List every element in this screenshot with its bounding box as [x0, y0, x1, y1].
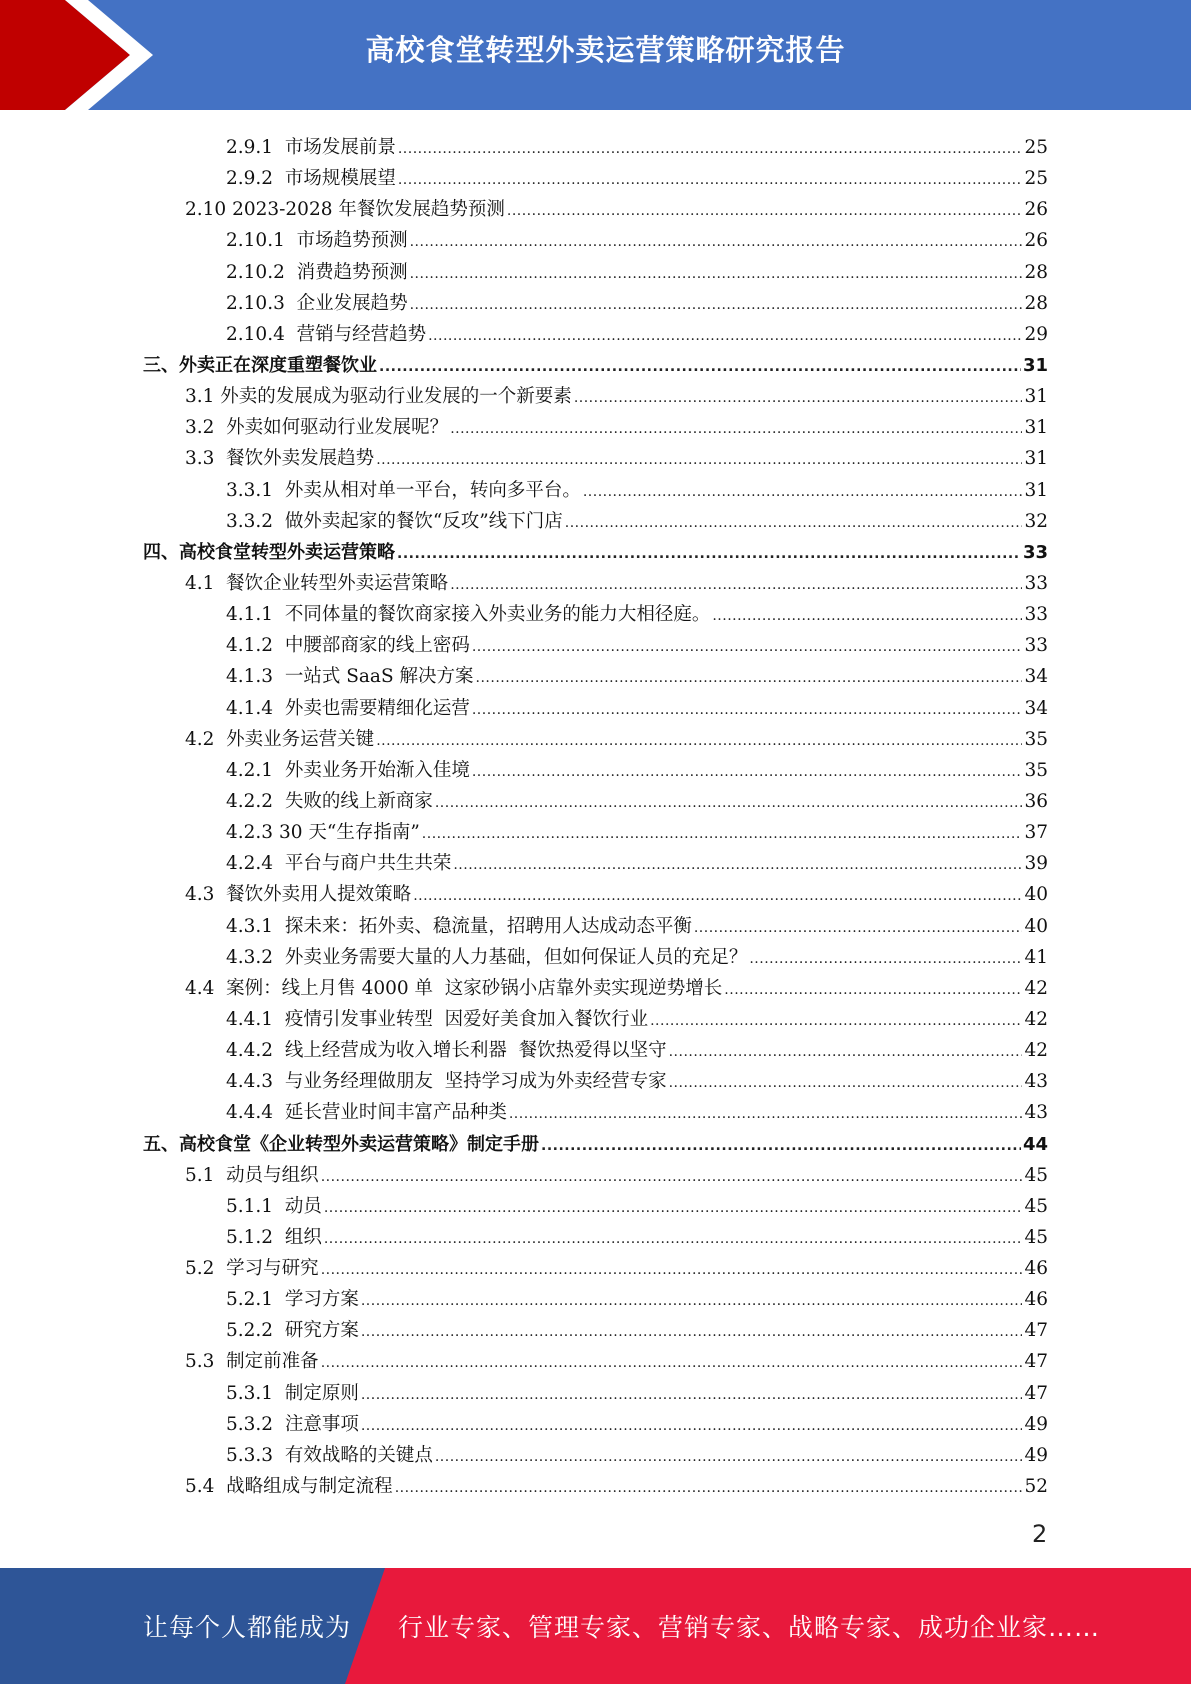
toc-entry-label: 三、外卖正在深度重塑餐饮业	[143, 354, 377, 376]
toc-dot-leader	[376, 726, 1022, 757]
toc-entry-page: 29	[1024, 323, 1048, 345]
toc-entry-label: 2.10.3 企业发展趋势	[226, 292, 408, 314]
toc-entry-label: 4.3.2 外卖业务需要大量的人力基础，但如何保证人员的充足？	[226, 946, 748, 968]
toc-entry[interactable]	[143, 1315, 1048, 1346]
toc-entry-page: 47	[1024, 1351, 1048, 1373]
toc-entry-page: 40	[1024, 884, 1048, 906]
toc-entry-page: 43	[1024, 1102, 1048, 1124]
toc-entry-label: 5.1 动员与组织	[185, 1164, 319, 1186]
toc-entry[interactable]	[143, 693, 1048, 724]
toc-entry-label: 2.9.1 市场发展前景	[226, 137, 396, 158]
toc-entry-page: 42	[1024, 977, 1048, 999]
toc-entry[interactable]	[143, 1346, 1048, 1377]
toc-entry-page: 36	[1024, 790, 1048, 812]
toc-entry-page: 45	[1024, 1226, 1048, 1248]
toc-dot-leader	[472, 757, 1023, 788]
page-header	[0, 0, 1191, 110]
toc-entry-label: 4.2 外卖业务运营关键	[185, 728, 375, 750]
footer-slogan: 让每个人都能成为	[143, 1613, 352, 1642]
toc-dot-leader	[361, 1380, 1023, 1411]
toc-entry[interactable]	[143, 1097, 1048, 1128]
toc-entry[interactable]	[143, 350, 1048, 381]
toc-dot-leader	[509, 1099, 1023, 1130]
toc-entry-label: 4.2.3 30 天“生存指南”	[226, 822, 420, 844]
toc-entry-page: 40	[1024, 915, 1048, 937]
toc-entry-label: 5.3.3 有效战略的关键点	[226, 1444, 433, 1466]
toc-entry-page: 35	[1024, 728, 1048, 750]
toc-entry-page: 44	[1022, 1133, 1048, 1155]
toc-entry[interactable]	[143, 1035, 1048, 1066]
toc-dot-leader	[450, 414, 1022, 445]
toc-dot-leader	[410, 227, 1023, 258]
toc-entry-page: 39	[1024, 853, 1048, 875]
toc-entry-label: 4.4.2 线上经营成为收入增长利器 餐饮热爱得以坚守	[226, 1040, 667, 1062]
footer-roles: 行业专家、管理专家、营销专家、战略专家、成功企业家……	[398, 1613, 1101, 1642]
toc-entry-page: 33	[1024, 635, 1048, 657]
toc-entry-label: 四、高校食堂转型外卖运营策略	[143, 541, 395, 563]
toc-entry-page: 31	[1024, 386, 1048, 408]
toc-dot-leader	[321, 1255, 1023, 1286]
toc-entry-label: 5.2 学习与研究	[185, 1258, 319, 1280]
toc-dot-leader	[453, 850, 1022, 881]
toc-entry-label: 5.3 制定前准备	[185, 1351, 319, 1373]
toc-dot-leader	[428, 321, 1022, 352]
toc-entry-label: 4.2.1 外卖业务开始渐入佳境	[226, 759, 470, 781]
toc-entry-label: 五、高校食堂《企业转型外卖运营策略》制定手册	[143, 1133, 539, 1155]
toc-entry[interactable]	[143, 1284, 1048, 1315]
toc-entry-label: 4.4.3 与业务经理做朋友 坚持学习成为外卖经营专家	[226, 1071, 667, 1093]
toc-entry[interactable]	[143, 879, 1048, 910]
toc-dot-leader	[395, 1473, 1023, 1504]
toc-entry-page: 33	[1022, 541, 1048, 563]
toc-entry[interactable]	[143, 1160, 1048, 1191]
toc-dot-leader	[565, 508, 1023, 539]
toc-dot-leader	[410, 259, 1023, 290]
toc-dot-leader	[724, 975, 1022, 1006]
toc-dot-leader	[361, 1317, 1023, 1348]
toc-entry[interactable]	[143, 1253, 1048, 1284]
toc-entry-page: 34	[1024, 666, 1048, 688]
toc-entry[interactable]	[143, 1222, 1048, 1253]
toc-entry-label: 5.3.2 注意事项	[226, 1413, 359, 1435]
toc-entry[interactable]	[143, 475, 1048, 506]
toc-entry-label: 4.1.2 中腰部商家的线上密码	[226, 635, 470, 657]
toc-dot-leader	[397, 539, 1021, 570]
toc-dot-leader	[398, 134, 1023, 165]
toc-dot-leader	[541, 1131, 1021, 1162]
toc-entry[interactable]	[143, 1129, 1048, 1160]
toc-entry[interactable]	[143, 1471, 1048, 1502]
toc-dot-leader	[398, 165, 1023, 196]
toc-entry[interactable]	[143, 257, 1048, 288]
toc-entry-label: 5.1.2 组织	[226, 1226, 322, 1248]
toc-entry-label: 3.3.2 做外卖起家的餐饮“反攻”线下门店	[226, 510, 563, 532]
toc-entry-page: 34	[1024, 697, 1048, 719]
toc-dot-leader	[410, 290, 1023, 321]
toc-entry-label: 2.9.2 市场规模展望	[226, 168, 396, 190]
toc-dot-leader	[422, 819, 1023, 850]
toc-entry-page: 31	[1024, 417, 1048, 439]
toc-entry-page: 25	[1024, 137, 1048, 158]
toc-entry[interactable]	[143, 911, 1048, 942]
toc-entry-page: 31	[1024, 448, 1048, 470]
toc-entry-page: 31	[1024, 479, 1048, 501]
toc-entry-label: 3.3.1 外卖从相对单一平台，转向多平台。	[226, 479, 581, 501]
toc-dot-leader	[472, 632, 1023, 663]
toc-dot-leader	[379, 352, 1021, 383]
toc-entry-page: 49	[1024, 1444, 1048, 1466]
toc-dot-leader	[712, 601, 1022, 632]
toc-dot-leader	[476, 663, 1023, 694]
toc-entry[interactable]	[143, 942, 1048, 973]
toc-entry-page: 35	[1024, 759, 1048, 781]
toc-entry-label: 5.2.2 研究方案	[226, 1320, 359, 1342]
toc-entry[interactable]	[143, 225, 1048, 256]
toc-entry-label: 4.1.3 一站式 SaaS 解决方案	[226, 666, 474, 688]
page-footer	[0, 1568, 1191, 1684]
toc-entry-label: 4.4.1 疫情引发事业转型 因爱好美食加入餐饮行业	[226, 1008, 649, 1030]
toc-entry[interactable]	[143, 599, 1048, 630]
toc-entry-page: 32	[1024, 510, 1048, 532]
toc-entry-label: 4.4 案例：线上月售 4000 单 这家砂锅小店靠外卖实现逆势增长	[185, 977, 723, 999]
toc-entry-page: 28	[1024, 292, 1048, 314]
toc-entry-page: 26	[1024, 230, 1048, 252]
toc-entry-label: 4.2.4 平台与商户共生共荣	[226, 853, 452, 875]
toc-entry-label: 3.3 餐饮外卖发展趋势	[185, 448, 375, 470]
toc-entry-page: 52	[1024, 1476, 1048, 1498]
toc-entry[interactable]	[143, 537, 1048, 568]
toc-entry[interactable]	[143, 1409, 1048, 1440]
toc-entry-label: 2.10 2023-2028 年餐饮发展趋势预测	[185, 199, 505, 221]
toc-entry-label: 5.1.1 动员	[226, 1195, 322, 1217]
toc-entry-page: 43	[1024, 1071, 1048, 1093]
toc-entry[interactable]	[143, 786, 1048, 817]
toc-entry-page: 28	[1024, 261, 1048, 283]
toc-entry-page: 46	[1024, 1289, 1048, 1311]
toc-entry-page: 45	[1024, 1195, 1048, 1217]
toc-entry-label: 4.1.1 不同体量的餐饮商家接入外卖业务的能力大相径庭。	[226, 604, 711, 626]
toc-dot-leader	[669, 1068, 1023, 1099]
toc-entry[interactable]	[143, 848, 1048, 879]
toc-entry[interactable]	[143, 1440, 1048, 1471]
toc-entry[interactable]	[143, 973, 1048, 1004]
toc-dot-leader	[361, 1411, 1023, 1442]
toc-dot-leader	[472, 695, 1023, 726]
toc-dot-leader	[450, 570, 1022, 601]
toc-entry-label: 4.1.4 外卖也需要精细化运营	[226, 697, 470, 719]
toc-dot-leader	[507, 196, 1023, 227]
toc-dot-leader	[749, 944, 1022, 975]
toc-entry[interactable]	[143, 817, 1048, 848]
toc-entry[interactable]	[143, 288, 1048, 319]
toc-entry[interactable]	[143, 194, 1048, 225]
toc-entry[interactable]	[143, 568, 1048, 599]
toc-entry[interactable]	[143, 1378, 1048, 1409]
toc-entry-page: 42	[1024, 1040, 1048, 1062]
toc-entry-label: 4.3 餐饮外卖用人提效策略	[185, 884, 412, 906]
toc-entry-label: 5.4 战略组成与制定流程	[185, 1476, 393, 1498]
toc-entry-page: 26	[1024, 199, 1048, 221]
toc-entry[interactable]	[143, 132, 1048, 163]
toc-entry-page: 41	[1024, 946, 1048, 968]
toc-dot-leader	[413, 881, 1022, 912]
table-of-contents	[143, 132, 1048, 1502]
toc-entry-label: 2.10.2 消费趋势预测	[226, 261, 408, 283]
toc-dot-leader	[361, 1286, 1023, 1317]
toc-entry-page: 42	[1024, 1008, 1048, 1030]
toc-entry-label: 4.4.4 延长营业时间丰富产品种类	[226, 1102, 507, 1124]
toc-entry-page: 31	[1022, 354, 1048, 376]
toc-entry[interactable]	[143, 319, 1048, 350]
toc-entry[interactable]	[143, 443, 1048, 474]
toc-dot-leader	[321, 1348, 1023, 1379]
toc-entry-page: 25	[1024, 168, 1048, 190]
toc-entry-label: 5.3.1 制定原则	[226, 1382, 359, 1404]
toc-entry[interactable]	[143, 1004, 1048, 1035]
toc-dot-leader	[650, 1006, 1022, 1037]
toc-entry-label: 4.2.2 失败的线上新商家	[226, 790, 433, 812]
toc-entry-label: 4.3.1 探未来：拓外卖、稳流量，招聘用人达成动态平衡	[226, 915, 692, 937]
toc-entry-page: 47	[1024, 1320, 1048, 1342]
toc-entry[interactable]	[143, 506, 1048, 537]
toc-entry[interactable]	[143, 661, 1048, 692]
toc-entry-page: 49	[1024, 1413, 1048, 1435]
toc-entry-label: 3.2 外卖如何驱动行业发展呢？	[185, 417, 449, 439]
toc-entry-page: 47	[1024, 1382, 1048, 1404]
toc-entry-page: 33	[1024, 604, 1048, 626]
toc-dot-leader	[324, 1193, 1023, 1224]
toc-entry-page: 33	[1024, 572, 1048, 594]
toc-entry[interactable]	[143, 1066, 1048, 1097]
toc-entry[interactable]	[143, 630, 1048, 661]
toc-dot-leader	[376, 445, 1022, 476]
toc-dot-leader	[435, 1442, 1023, 1473]
toc-dot-leader	[583, 477, 1023, 508]
toc-entry[interactable]	[143, 755, 1048, 786]
toc-dot-leader	[694, 913, 1023, 944]
toc-dot-leader	[669, 1037, 1023, 1068]
toc-entry-page: 46	[1024, 1258, 1048, 1280]
toc-entry-label: 3.1 外卖的发展成为驱动行业发展的一个新要素	[185, 386, 572, 408]
toc-entry[interactable]	[143, 412, 1048, 443]
toc-entry-label: 5.2.1 学习方案	[226, 1289, 359, 1311]
document-title: 高校食堂转型外卖运营策略研究报告	[365, 33, 846, 67]
toc-entry-page: 45	[1024, 1164, 1048, 1186]
toc-dot-leader	[321, 1162, 1023, 1193]
toc-entry-page: 37	[1024, 822, 1048, 844]
toc-dot-leader	[324, 1224, 1023, 1255]
toc-entry[interactable]	[143, 1191, 1048, 1222]
toc-entry-label: 2.10.4 营销与经营趋势	[226, 323, 427, 345]
toc-entry[interactable]	[143, 163, 1048, 194]
toc-entry[interactable]	[143, 724, 1048, 755]
toc-entry[interactable]	[143, 381, 1048, 412]
toc-dot-leader	[435, 788, 1023, 819]
toc-entry-label: 4.1 餐饮企业转型外卖运营策略	[185, 572, 449, 594]
page-number: 2	[1032, 1520, 1048, 1548]
toc-dot-leader	[574, 383, 1023, 414]
toc-entry-label: 2.10.1 市场趋势预测	[226, 230, 408, 252]
